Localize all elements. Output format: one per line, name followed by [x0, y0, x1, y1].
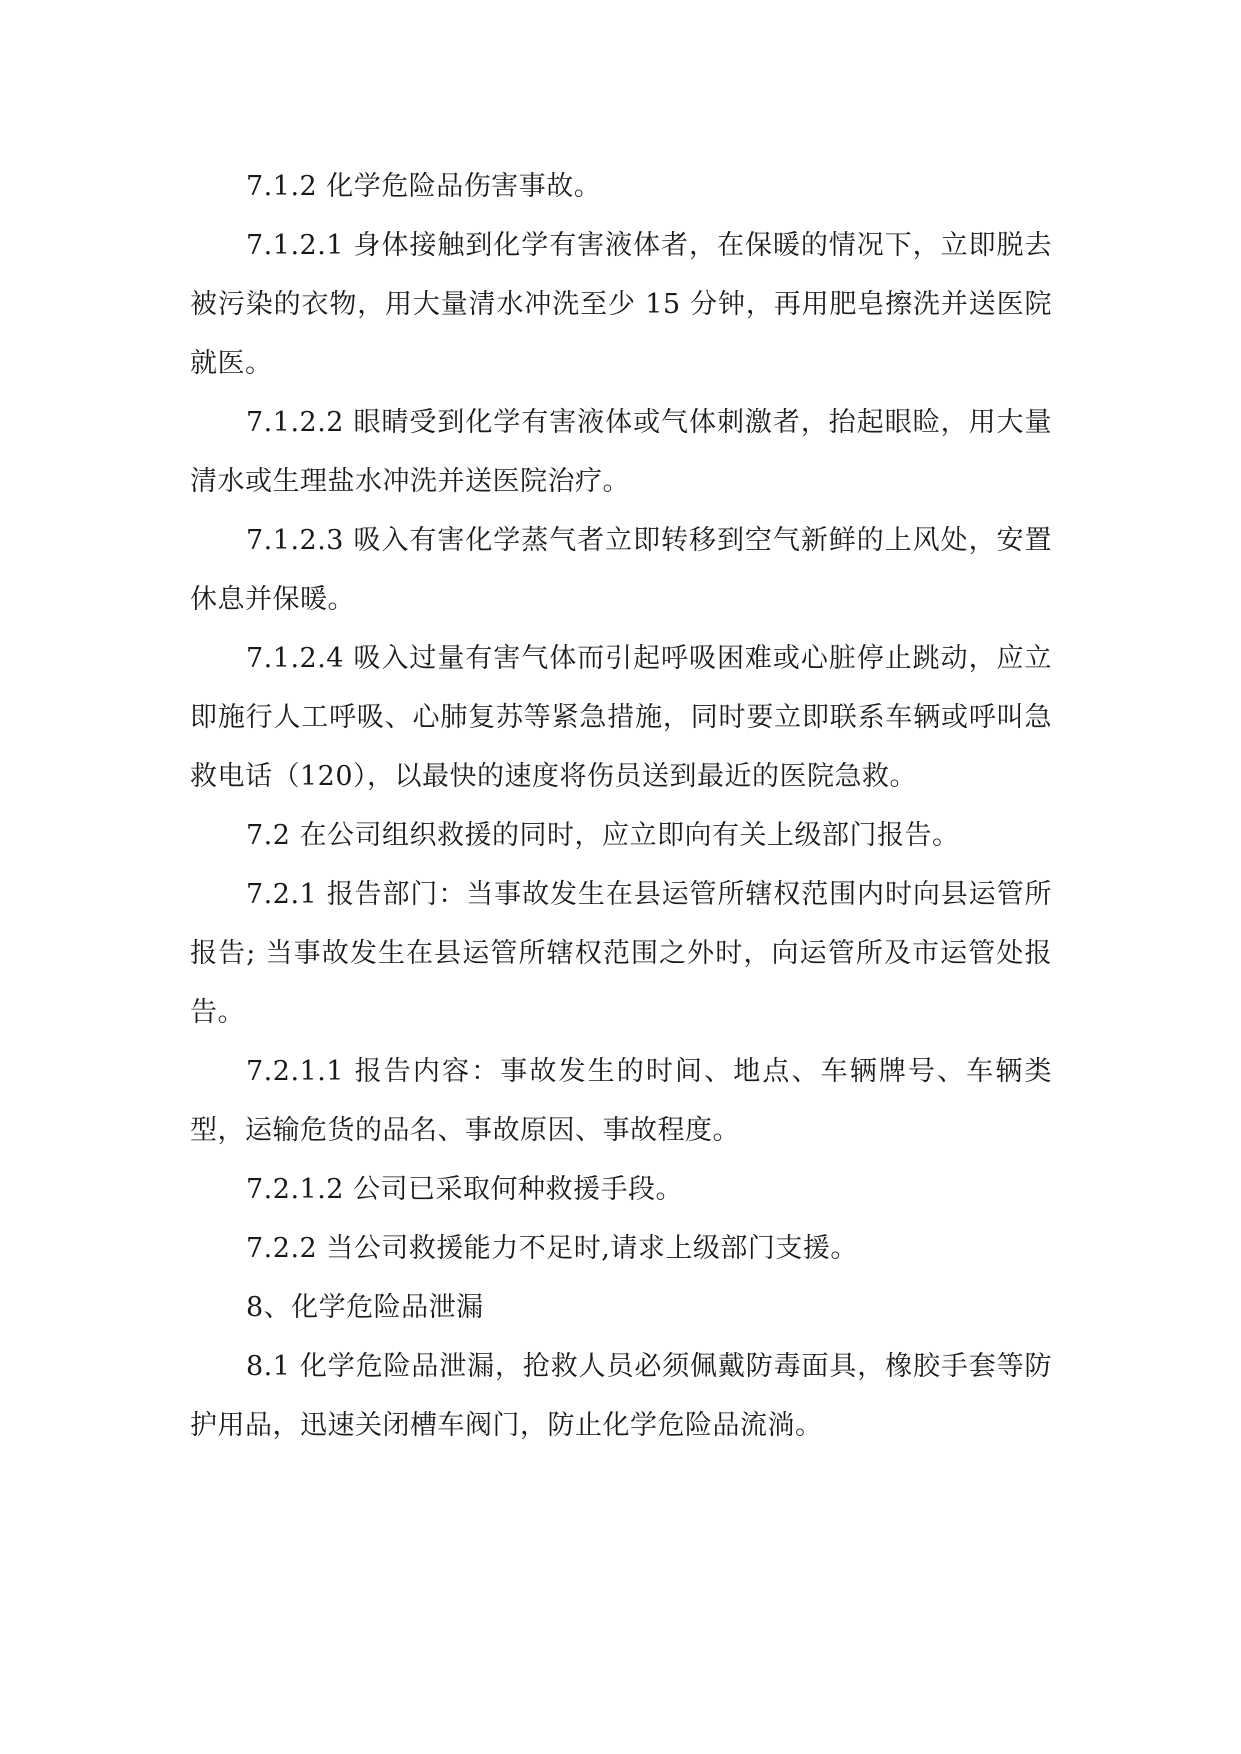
paragraph-7-2-1-2: 7.2.1.2 公司已采取何种救援手段。: [246, 1174, 684, 1205]
paragraph-7-2-1-1: 7.2.1.1 报告内容：事故发生的时间、地点、车辆牌号、车辆类型，运输危货的品名、事故原因、事故程度。: [190, 1056, 1052, 1146]
document-body: [190, 157, 1052, 1455]
paragraph-7-1-2-1: 7.1.2.1 身体接触到化学有害液体者，在保暖的情况下，立即脱去被污染的衣物，用大量清水冲洗至少 15 分钟，再用肥皂擦洗并送医院就医。: [190, 230, 1052, 379]
paragraph-8-1: 8.1 化学危险品泄漏，抢救人员必须佩戴防毒面具，橡胶手套等防护用品，迅速关闭槽车阀门，防止化学危险品流淌。: [190, 1351, 1052, 1441]
paragraph-7-1-2-3: 7.1.2.3 吸入有害化学蒸气者立即转移到空气新鲜的上风处，安置休息并保暖。: [190, 525, 1052, 615]
paragraph-7-1-2: 7.1.2 化学危险品伤害事故。: [246, 171, 602, 202]
paragraph-7-2-1: 7.2.1 报告部门：当事故发生在县运管所辖权范围内时向县运管所报告; 当事故发生在县运管所辖权范围之外时，向运管所及市运管处报告。: [190, 879, 1052, 1028]
paragraph-7-1-2-2: 7.1.2.2 眼睛受到化学有害液体或气体刺激者，抬起眼睑，用大量清水或生理盐水冲洗并送医院治疗。: [190, 407, 1052, 497]
section-heading-8: 8、化学危险品泄漏: [246, 1292, 484, 1323]
paragraph-7-2-2: 7.2.2 当公司救援能力不足时,请求上级部门支援。: [246, 1233, 858, 1264]
paragraph-7-1-2-4: 7.1.2.4 吸入过量有害气体而引起呼吸困难或心脏停止跳动，应立即施行人工呼吸、心肺复苏等紧急措施，同时要立即联系车辆或呼叫急救电话（120），以最快的速度将伤员送到最近的医院急救。: [190, 643, 1052, 792]
paragraph-7-2: 7.2 在公司组织救援的同时，应立即向有关上级部门报告。: [246, 820, 960, 851]
